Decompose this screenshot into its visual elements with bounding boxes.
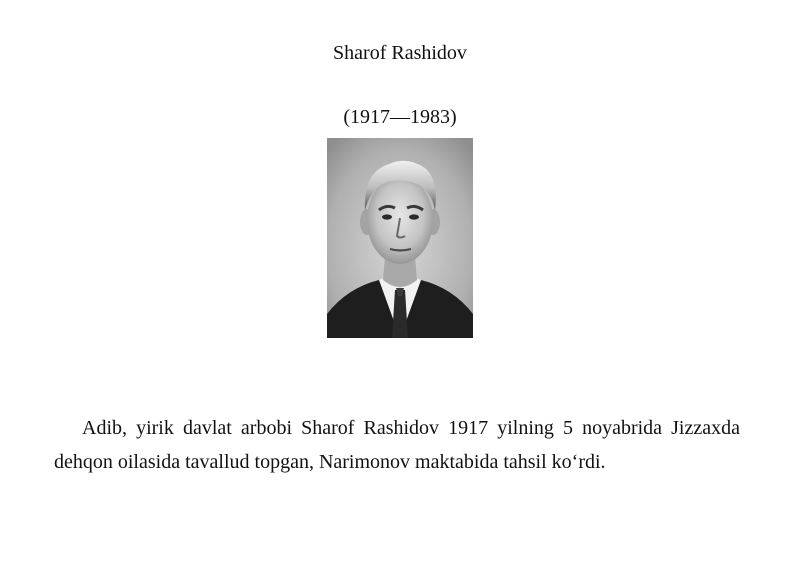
portrait-illustration: [327, 138, 473, 338]
page-title: Sharof Rashidov: [333, 42, 467, 64]
portrait-photo: [327, 138, 473, 338]
biography-paragraph: Adib, yirik davlat arbobi Sharof Rashidov 1917 yilning 5 noyabrida Jizzaxda dehqon oilasida tavallud topgan, Narimonov maktabida tahsil ko‘rdi.: [54, 417, 740, 473]
life-years: (1917—1983): [343, 106, 457, 128]
